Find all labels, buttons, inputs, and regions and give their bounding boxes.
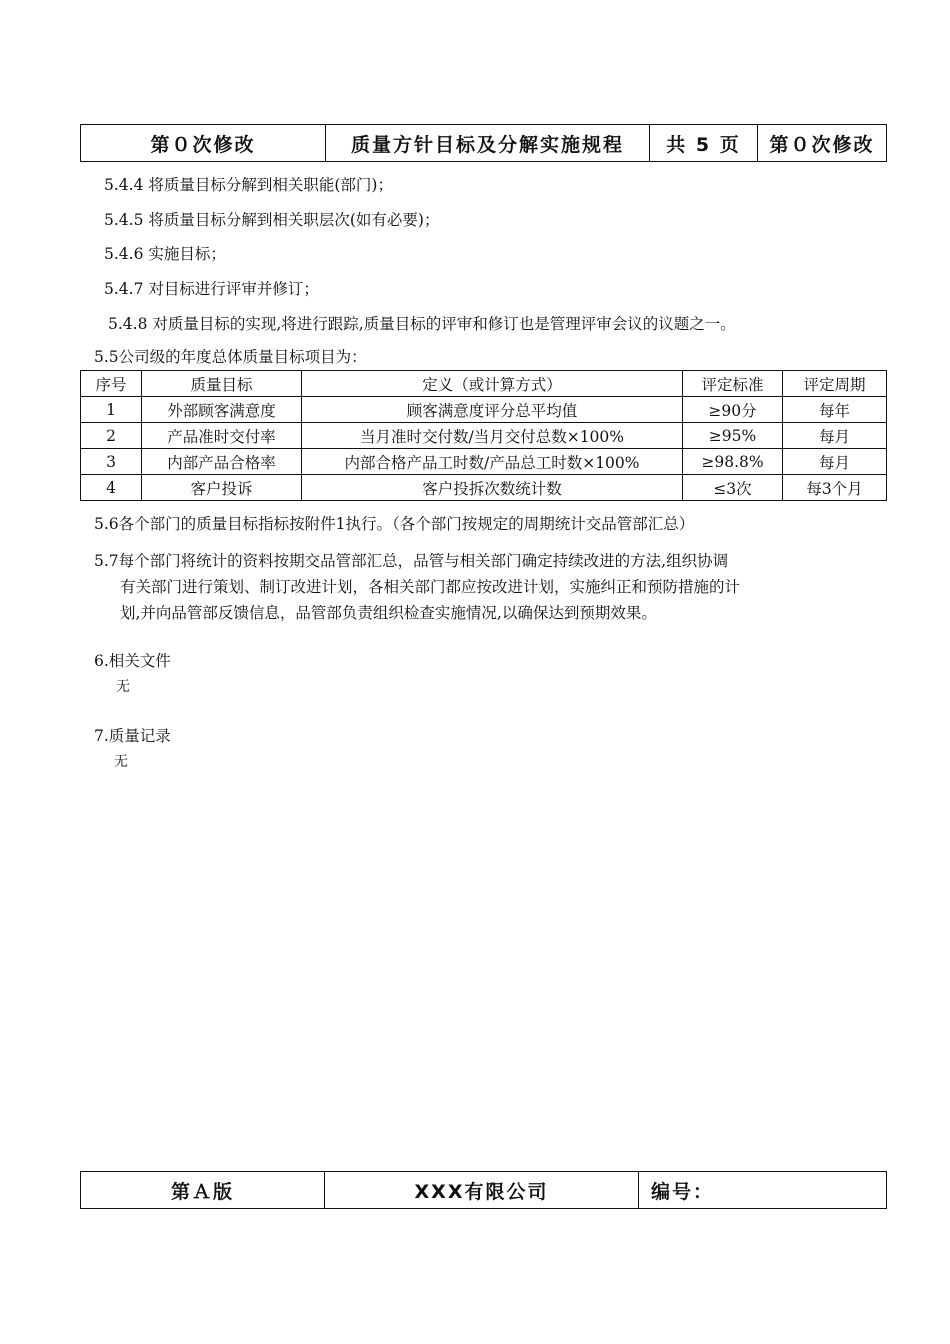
footer-edition: 第Ａ版: [81, 1172, 325, 1209]
table-header-row: [81, 371, 887, 397]
header-table: [80, 124, 887, 162]
cell-standard: ≥98.8%: [683, 449, 783, 475]
col-header-definition: 定义（或计算方式）: [302, 371, 683, 397]
section-5-7-line-1: 5.7每个部门将统计的资料按期交品管部汇总，品管与相关部门确定持续改进的方法,组织协调: [94, 552, 729, 570]
item-5-4-5: 5.4.5 将质量目标分解到相关职层次(如有必要)；: [104, 211, 440, 229]
table-row: [81, 397, 887, 423]
cell-no: 3: [81, 449, 142, 475]
col-header-goal: 质量目标: [142, 371, 302, 397]
cell-goal: 产品准时交付率: [142, 423, 302, 449]
cell-goal: 客户投诉: [142, 475, 302, 501]
cell-period: 每年: [783, 397, 887, 423]
cell-definition: 客户投拆次数统计数: [302, 475, 683, 501]
footer-table: [80, 1171, 887, 1209]
cell-period: 每月: [783, 449, 887, 475]
table-row: [81, 449, 887, 475]
section-5-6: 5.6各个部门的质量目标指标按附件1执行。（各个部门按规定的周期统计交品管部汇总）: [94, 515, 695, 533]
table-row: [81, 423, 887, 449]
header-revision-right: 第０次修改: [758, 125, 887, 162]
cell-period: 每3个月: [783, 475, 887, 501]
section-5-7-line-3: 划,并向品管部反馈信息，品管部负责组织检查实施情况,以确保达到预期效果。: [120, 604, 657, 622]
header-page-count: 共 5 页: [650, 125, 758, 162]
table-row: [81, 475, 887, 501]
section-7-content: 无: [114, 754, 128, 770]
header-revision-left: 第０次修改: [81, 125, 326, 162]
section-5-7-line-2: 有关部门进行策划、制订改进计划，各相关部门都应按改进计划，实施纠正和预防措施的计: [120, 578, 741, 596]
item-5-4-8: 5.4.8 对质量目标的实现,将进行跟踪,质量目标的评审和修订也是管理评审会议的议题之一。: [108, 315, 736, 333]
section-5-5-title: 5.5公司级的年度总体质量目标项目为：: [94, 348, 367, 366]
section-6-content: 无: [116, 679, 130, 695]
col-header-standard: 评定标准: [683, 371, 783, 397]
section-6-title: 6.相关文件: [94, 652, 171, 670]
footer-company: XXX有限公司: [325, 1172, 639, 1209]
cell-goal: 内部产品合格率: [142, 449, 302, 475]
footer-number-label: 编号：: [639, 1172, 887, 1209]
cell-definition: 顾客满意度评分总平均值: [302, 397, 683, 423]
col-header-no: 序号: [81, 371, 142, 397]
cell-definition: 内部合格产品工时数/产品总工时数×100%: [302, 449, 683, 475]
item-5-4-6: 5.4.6 实施目标；: [104, 245, 226, 263]
header-doc-title: 质量方针目标及分解实施规程: [326, 125, 650, 162]
section-7-title: 7.质量记录: [94, 727, 171, 745]
item-5-4-7: 5.4.7 对目标进行评审并修订；: [104, 280, 319, 298]
cell-standard: ≤3次: [683, 475, 783, 501]
cell-standard: ≥95%: [683, 423, 783, 449]
cell-no: 2: [81, 423, 142, 449]
cell-definition: 当月准时交付数/当月交付总数×100%: [302, 423, 683, 449]
col-header-period: 评定周期: [783, 371, 887, 397]
cell-no: 4: [81, 475, 142, 501]
cell-period: 每月: [783, 423, 887, 449]
cell-goal: 外部顾客满意度: [142, 397, 302, 423]
cell-no: 1: [81, 397, 142, 423]
quality-goals-table: [80, 370, 887, 501]
item-5-4-4: 5.4.4 将质量目标分解到相关职能(部门)；: [104, 176, 393, 194]
cell-standard: ≥90分: [683, 397, 783, 423]
